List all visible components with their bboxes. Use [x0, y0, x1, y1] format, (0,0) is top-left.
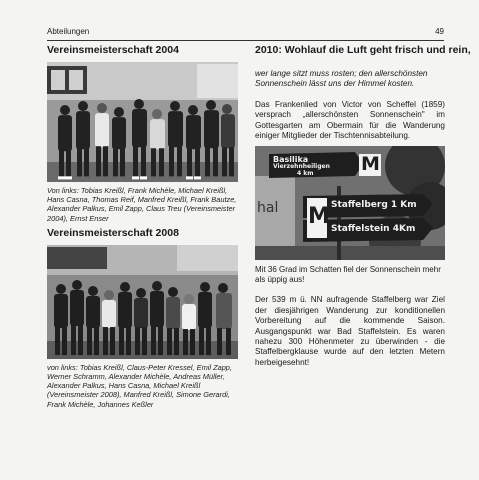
section-title: Abteilungen — [47, 27, 90, 36]
team-photo-2004 — [47, 62, 238, 182]
signpost-photo — [255, 146, 445, 260]
sign-basilika: Basilika — [273, 155, 309, 165]
hike-paragraph: Der 539 m ü. NN aufragende Staffelberg war Ziel der diesjährigen Wanderung zur konditionellen Vorbereitung auf die kommende Saison. Ausgangspunkt war Bad Staffelstein. Es waren nahezu 300 Höhenmeter zu überwinden - die Staffelbergklause wurde auf den letzten Metern herbeigesehnt! — [255, 295, 445, 367]
left-column — [47, 44, 238, 409]
heading-championship-2008: Vereinsmeisterschaft 2008 — [47, 226, 179, 239]
team-photo-2008 — [47, 245, 238, 359]
sign-staffelberg: Staffelberg 1 Km — [331, 200, 417, 211]
signpost-caption: Mit 36 Grad im Schatten fiel der Sonnenschein mehr als üppig aus! — [255, 265, 441, 285]
players-group-2004 — [47, 96, 238, 182]
right-column — [255, 44, 471, 368]
sign-marker-top: M — [361, 153, 380, 176]
intro-paragraph: Das Frankenlied von Victor von Scheffel (1859) versprach „allerschönsten Sonnenschein" im Gottesgarten am Obermain für die Wanderung einiger Mitglieder der Tischtennisabteilung. — [255, 99, 445, 141]
article-title: 2010: Wohlauf die Luft geht frisch und rein, — [255, 44, 471, 56]
caption-2008: von links: Tobias Kreißl, Claus-Peter Kressel, Emil Zapp, Werner Schramm, Alexander Michèle, Andreas Müller, Alexander Palkus, Hans Casna, Michael Kreißl (Vereinsmeister 2008), Manfred Kreißl, Simone Gerardi, Frank Michèle, Johannes Keßler — [47, 362, 232, 409]
players-group-2008 — [47, 277, 238, 359]
sign-marker-bottom: M — [308, 204, 330, 230]
page-header — [47, 27, 444, 41]
header-rule — [47, 40, 444, 41]
sign-top-distance: 4 km — [297, 170, 314, 178]
wall-text: hal — [257, 200, 279, 217]
sign-staffelstein: Staffelstein 4Km — [331, 224, 416, 235]
poem-verse: wer lange sitzt muss rosten; den allerschönsten Sonnenschein lässt uns der Himmel kosten. — [255, 69, 428, 89]
sign-vierzehnheiligen: Vierzehnheiligen — [273, 163, 330, 171]
caption-2004: Von links: Tobias Kreißl, Frank Michèle, Michael Kreißl, Hans Casna, Thomas Reif, Manfred Kreißl, Frank Bautze, Alexander Palkus, Emil Zapp, Claus Treu (Vereinsmeister 2004), Ernst Enser — [47, 186, 237, 223]
heading-championship-2004: Vereinsmeisterschaft 2004 — [47, 44, 179, 56]
page-number: 49 — [435, 27, 444, 36]
